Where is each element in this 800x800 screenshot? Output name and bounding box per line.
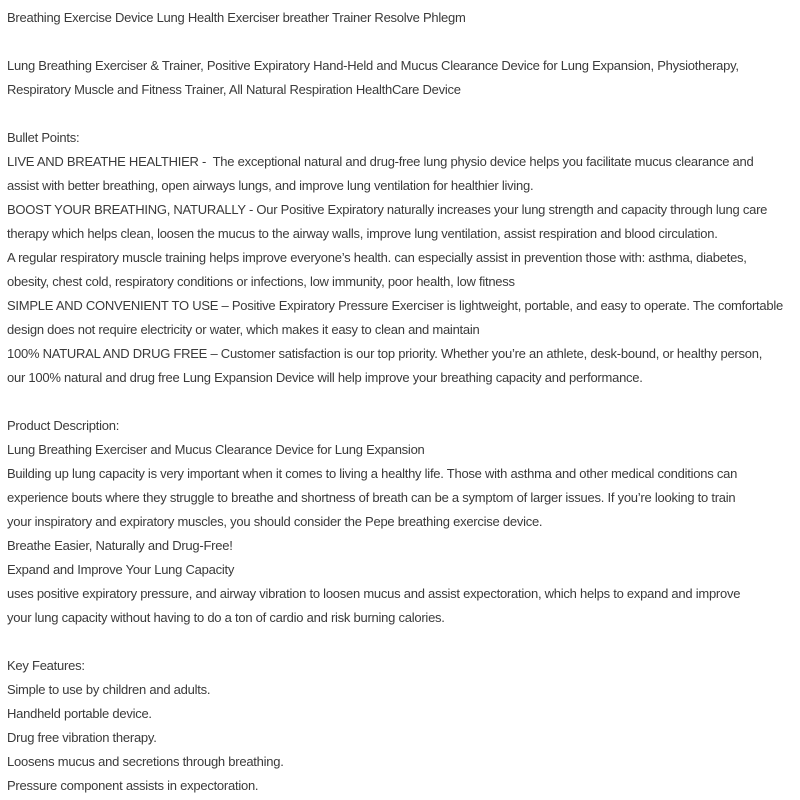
text-line: obesity, chest cold, respiratory conditions or infections, low immunity, poor health, low fitness	[7, 274, 515, 289]
text-line: design does not require electricity or water, which makes it easy to clean and maintain	[7, 322, 480, 337]
product-description-section	[7, 414, 796, 630]
text-line: Key Features:	[7, 658, 85, 673]
subtitle-section	[7, 54, 796, 102]
bullet-points-section	[7, 126, 796, 390]
text-line: therapy which helps clean, loosen the mucus to the airway walls, improve lung ventilation, assist respiration and blood circulation.	[7, 226, 718, 241]
text-line: experience bouts where they struggle to breathe and shortness of breath can be a symptom of larger issues. If you’re looking to train	[7, 490, 736, 505]
text-line: uses positive expiratory pressure, and airway vibration to loosen mucus and assist expectoration, which helps to expand and improve	[7, 586, 741, 601]
text-line: Drug free vibration therapy.	[7, 730, 157, 745]
text-line: Lung Breathing Exerciser & Trainer, Positive Expiratory Hand-Held and Mucus Clearance Device for Lung Expansion, Physiotherapy,	[7, 58, 739, 73]
text-line: our 100% natural and drug free Lung Expansion Device will help improve your breathing capacity and performance.	[7, 370, 643, 385]
blank-line	[7, 102, 796, 126]
text-line: 100% NATURAL AND DRUG FREE – Customer satisfaction is our top priority. Whether you’re an athlete, desk-bound, or healthy person,	[7, 346, 763, 361]
text-line: SIMPLE AND CONVENIENT TO USE – Positive Expiratory Pressure Exerciser is lightweight, portable, and easy to operate. The comfortable	[7, 298, 783, 313]
text-line: your inspiratory and expiratory muscles, you should consider the Pepe breathing exercise device.	[7, 514, 543, 529]
text-line: Simple to use by children and adults.	[7, 682, 211, 697]
blank-line	[7, 630, 796, 654]
text-line: Respiratory Muscle and Fitness Trainer, All Natural Respiration HealthCare Device	[7, 82, 461, 97]
text-line: your lung capacity without having to do a ton of cardio and risk burning calories.	[7, 610, 445, 625]
text-line: Breathe Easier, Naturally and Drug-Free!	[7, 538, 233, 553]
text-line: A regular respiratory muscle training helps improve everyone’s health. can especially assist in prevention those with: asthma, diabetes,	[7, 250, 747, 265]
text-line: LIVE AND BREATHE HEALTHIER - The exceptional natural and drug-free lung physio device helps you facilitate mucus clearance and	[7, 154, 754, 169]
text-line: Handheld portable device.	[7, 706, 152, 721]
text-line: Building up lung capacity is very important when it comes to living a healthy life. Those with asthma and other medical conditions can	[7, 466, 738, 481]
text-line: Loosens mucus and secretions through breathing.	[7, 754, 284, 769]
blank-line	[7, 390, 796, 414]
text-line: assist with better breathing, open airways lungs, and improve lung ventilation for healthier living.	[7, 178, 534, 193]
text-line: Pressure component assists in expectoration.	[7, 778, 259, 793]
blank-line	[7, 30, 796, 54]
key-features-section	[7, 654, 796, 798]
text-line: Expand and Improve Your Lung Capacity	[7, 562, 235, 577]
text-line: Bullet Points:	[7, 130, 80, 145]
title-section	[7, 6, 796, 30]
text-line: Breathing Exercise Device Lung Health Exerciser breather Trainer Resolve Phlegm	[7, 10, 466, 25]
text-line: Product Description:	[7, 418, 120, 433]
text-line: BOOST YOUR BREATHING, NATURALLY - Our Positive Expiratory naturally increases your lung strength and capacity through lung care	[7, 202, 768, 217]
text-line: Lung Breathing Exerciser and Mucus Clearance Device for Lung Expansion	[7, 442, 425, 457]
